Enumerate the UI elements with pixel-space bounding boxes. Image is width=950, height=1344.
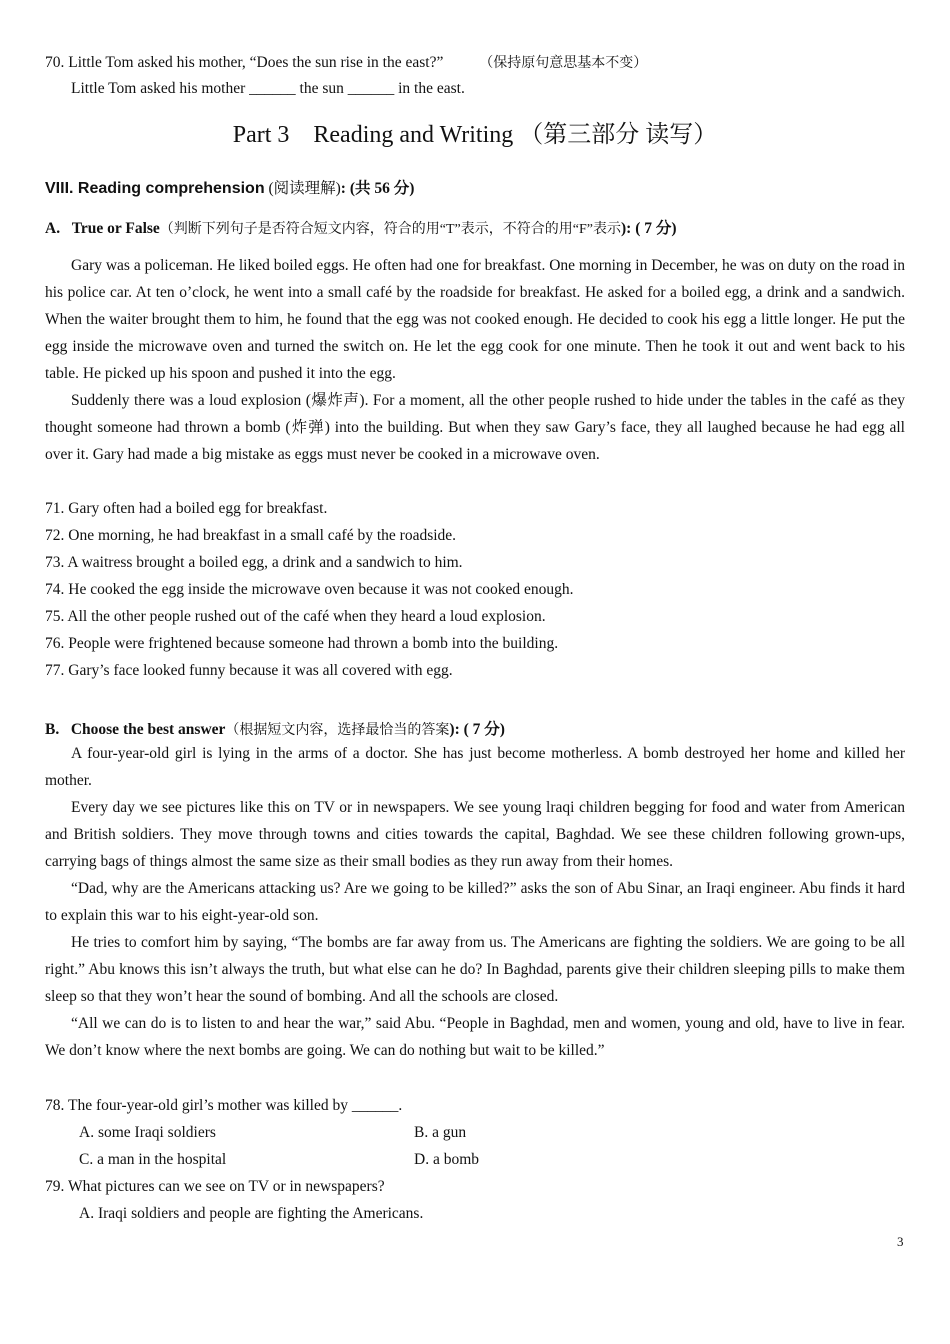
part-a-label: A. True or False [45,220,160,237]
section-score: : (共 56 分) [340,180,415,197]
part-b-score: ): ( 7 分) [449,721,505,738]
q78-option-b: B. a gun [414,1124,467,1141]
part-a-score: ): ( 7 分) [621,220,677,237]
part-b-paragraph-2: Every day we see pictures like this on TV or in newspapers. We see young lraqi children begging for food and water from American and British soldiers. They move through towns and cities towards the capital, Baghdad. We see these children following grown-ups, carrying bags of things almost the same size as their small bodies as they run away from their homes. [45,799,905,871]
part-title: Part 3 Reading and Writing （第三部分 读写） [232,122,718,148]
part-b-instruction: （根据短文内容，选择最恰当的答案 [225,723,450,738]
part-b-paragraph-3: “Dad, why are the Americans attacking us? Are we going to be killed?” asks the son of Abu Sinar, an Iraqi engineer. Abu finds it hard to explain this war to his eight-year-old son. [45,880,905,925]
page-number: 3 [897,1234,904,1249]
q70-note: （保持原句意思基本不变） [479,56,648,71]
statement-73: 73. A waitress brought a boiled egg, a drink and a sandwich to him. [45,554,463,571]
q70-line2: Little Tom asked his mother ______ the sun ______ in the east. [71,80,465,97]
statement-77: 77. Gary’s face looked funny because it was all covered with egg. [45,662,453,679]
statement-76: 76. People were frightened because someone had thrown a bomb into the building. [45,635,559,652]
part-b-paragraph-1: A four-year-old girl is lying in the arms of a doctor. She has just become motherless. A bomb destroyed her home and killed her mother. [45,745,905,790]
part-b-label: B. Choose the best answer [45,721,226,738]
q79-option-a: A. Iraqi soldiers and people are fighting the Americans. [79,1205,424,1222]
part-b-paragraph-5: “All we can do is to listen to and hear the war,” said Abu. “People in Baghdad, men and women, young and old, have to live in fear. We don’t know where the next bombs are going. We can do nothing but wait to be killed.” [45,1015,905,1060]
q78-option-d: D. a bomb [414,1151,480,1168]
part-b-heading [45,717,505,739]
statement-72: 72. One morning, he had breakfast in a small café by the roadside. [45,527,457,544]
q78-option-c: C. a man in the hospital [79,1151,227,1168]
q70-sentence: 70. Little Tom asked his mother, “Does the sun rise in the east?” [45,54,444,71]
section-cn: (阅读理解) [268,180,341,197]
q79-stem: 79. What pictures can we see on TV or in newspapers? [45,1178,385,1195]
section-label: VIII. Reading comprehension [45,180,265,197]
q78-stem: 78. The four-year-old girl’s mother was killed by ______. [45,1097,403,1114]
part-a-instruction: （判断下列句子是否符合短文内容，符合的用“T”表示，不符合的用“F”表示 [159,222,621,237]
q70-line1 [45,52,647,72]
statement-75: 75. All the other people rushed out of the café when they heard a loud explosion. [45,608,546,625]
part-a-paragraph-1: Gary was a policeman. He liked boiled eggs. He often had one for breakfast. One morning in December, he was on duty on the road in his police car. At ten o’clock, he went into a small café by the roadside for breakfast. He asked for a boiled egg, a drink and a sandwich. When the waiter brought them to him, he found that the egg was not cooked enough. He decided to cook his egg a little longer. He put the egg inside the microwave oven and turned the switch on. He let the egg cook for one minute. Then he took it out and went back to his table. He picked up his spoon and pushed it into the egg. [45,257,905,383]
part-a-paragraph-2: Suddenly there was a loud explosion (爆炸声). For a moment, all the other people rushed to hide under the tables in the café as they thought someone had thrown a bomb (炸弹) into the building. But when they saw Gary’s face, they all laughed because he had egg all over it. Gary had made a big mistake as eggs must never be cooked in a microwave oven. [45,392,905,464]
part-a-heading [45,216,677,238]
section-heading [45,176,414,198]
statement-74: 74. He cooked the egg inside the microwave oven because it was not cooked enough. [45,581,574,598]
q78-option-a: A. some Iraqi soldiers [79,1124,216,1141]
part-b-paragraph-4: He tries to comfort him by saying, “The bombs are far away from us. The Americans are fighting the soldiers. We are going to be all right.” Abu knows this isn’t always the truth, but what else can he do? In Baghdad, parents give their children sleeping pills to make them sleep so that they won’t hear the sound of bombing. And all the schools are closed. [45,934,905,1006]
statement-71: 71. Gary often had a boiled egg for breakfast. [45,500,328,517]
